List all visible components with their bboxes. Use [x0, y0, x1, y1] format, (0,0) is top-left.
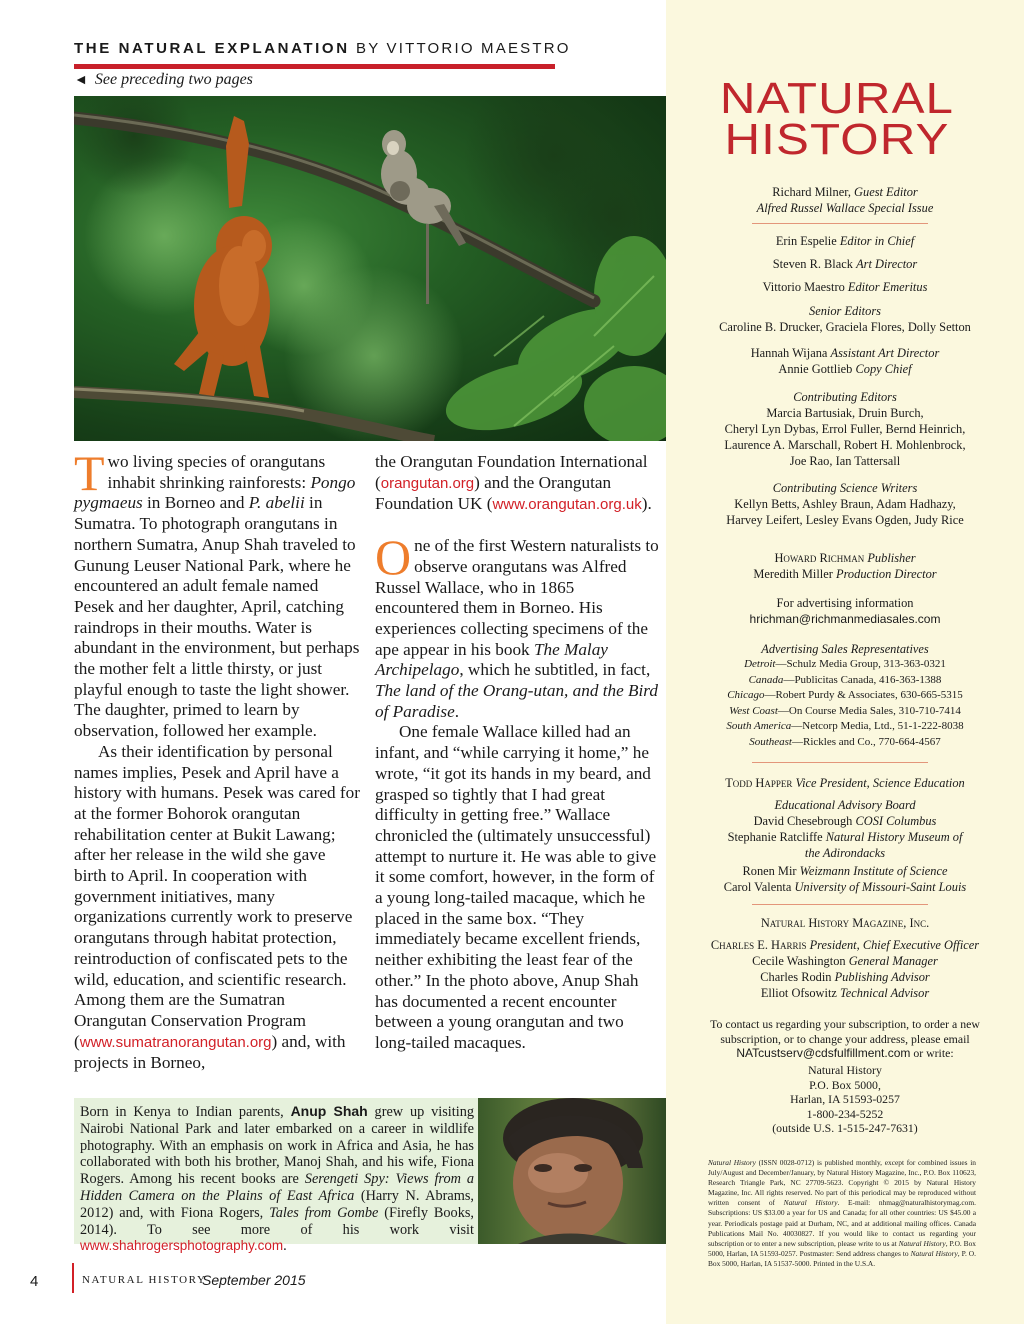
- ad-sales-reps: [680, 641, 1010, 750]
- name: Howard Richman: [774, 551, 865, 565]
- org: Weizmann Institute of Science: [799, 864, 948, 878]
- region: Chicago: [727, 689, 765, 701]
- dropcap: T: [74, 445, 105, 501]
- text: grew up visiting Nairobi National Park and later embarked on a career in wildlife photography. With an emphasis on work in Africa and Asia, he has collaborated with both his brother, Manoj Shah, and his wife, Fiona Rogers. Among his recent books are: [80, 1104, 475, 1188]
- subscription-contact: [680, 1017, 1010, 1061]
- masthead-rule: [752, 223, 928, 224]
- contact: —Rickles and Co., 770-664-4567: [791, 735, 941, 748]
- contact: —Netcorp Media, Ltd., 51-1-222-8038: [791, 720, 964, 732]
- title: President, Chief Executive Officer: [809, 938, 980, 952]
- text: ne of the first Western naturalists to observe orangutans was Alfred Russel Wallace, who in 1865 encountered them in Borneo. His experiences collecting specimens of the ape appear in his book: [375, 536, 659, 659]
- advertising-info: [680, 595, 1010, 627]
- title: Guest Editor: [854, 185, 918, 199]
- ad-rep: [680, 719, 1010, 735]
- see-preceding-text: See preceding two pages: [94, 71, 253, 88]
- text: in Sumatra. To photograph orangutans in northern Sumatra, Anup Shah traveled to Gunung Leuser National Park, where he encountered an adult female named Pesek and her daughter, April, catching raindrops in their mouths. Water is abundant in the environment, but perhaps the mother felt a little thirsty, or just playful enough to taste the light shower. The daughter, primed to learn by observation, followed her example.: [74, 493, 360, 741]
- article-column-2: [375, 452, 661, 1054]
- label: Senior Editors: [809, 304, 881, 318]
- title: Technical Advisor: [840, 986, 930, 1000]
- orangutan-macaque-photo: [74, 96, 666, 441]
- photographer-portrait: [478, 1098, 666, 1244]
- book-title: The Malay Archipelago: [375, 639, 608, 680]
- label: Contributing Editors: [793, 390, 897, 404]
- photo-illustration: [74, 96, 666, 441]
- book-title: Serengeti Spy: Views from a Hidden Camera on the Plains of East Africa: [80, 1171, 474, 1204]
- article-paragraph: [375, 452, 661, 516]
- contributing-science-writers: [680, 480, 1010, 528]
- title: Publisher: [867, 551, 916, 565]
- folio-issue-date: September 2015: [202, 1272, 306, 1288]
- name: Cecile Washington: [752, 954, 846, 968]
- title: General Manager: [848, 954, 938, 968]
- title: Editor in Chief: [839, 234, 915, 248]
- article-paragraph: One female Wallace killed had an infant, and “while carrying it home,” he wrote, “it got its hands in my beard, and grasped so tightly that I had great difficulty in getting free.” Wallace chronicled the (ultimately unsuccessful) attempt to nurture it. He was able to give it some comfort, however, in the form of a young long-tailed macaque, which he placed in the same box. “They immediately became excellent friends, neither exhibiting the least fear of the other.” In the photo above, Anup Shah has documented a recent encounter between a young orangutan and two long-tailed macaques.: [375, 722, 657, 1052]
- text: .: [454, 701, 460, 721]
- names: Laurence A. Marschall, Robert H. Mohlenbrock,: [724, 438, 966, 452]
- masthead-rule: [752, 904, 928, 905]
- names: Kellyn Betts, Ashley Braun, Adam Hadhazy,: [734, 497, 956, 511]
- name: Charles E. Harris: [710, 938, 807, 952]
- natural-history-logo: [712, 74, 962, 164]
- org: COSI Columbus: [855, 814, 937, 828]
- text: ).: [641, 494, 652, 514]
- link-sumatranorangutan[interactable]: www.sumatranorangutan.org: [79, 1033, 272, 1051]
- contact: —On Course Media Sales, 310-710-7414: [777, 704, 961, 717]
- text: the Orangutan Foundation International (: [375, 452, 648, 492]
- text: or write:: [910, 1046, 954, 1060]
- name: Vittorio Maestro: [762, 280, 845, 294]
- text: , P.O. Box 5000, Harlan, IA 51593-0257. Postmaster: Send address changes to: [708, 1238, 976, 1258]
- staff-entry: [680, 233, 1010, 249]
- portrait-illustration: [478, 1098, 666, 1244]
- text: ) and, with projects in Borneo,: [74, 1031, 346, 1073]
- book-title: Tales from Gombe: [269, 1204, 379, 1221]
- text: (ISSN 0028-0712) is published monthly, except for combined issues in July/August and December/January, by Natural History Magazine, Inc., P.O. Box 110623, Research Triangle Park, NC 27709-5623. Copyright © 2015 by Natural History Magazine, Inc. All rights reserved. No part of this periodical may be reproduced without written consent of: [708, 1158, 976, 1208]
- region: South America: [726, 720, 792, 732]
- region: Canada: [748, 673, 784, 686]
- staff-group: [680, 345, 1010, 377]
- name: Charles Rodin: [760, 970, 832, 984]
- publisher-group: [680, 550, 1010, 582]
- section-kicker: [74, 40, 571, 57]
- left-arrow-icon: ◄: [74, 73, 88, 88]
- name: Richard Milner,: [772, 185, 851, 199]
- ad-rep: [680, 657, 1010, 673]
- label: Advertising Sales Representatives: [761, 642, 929, 656]
- title: Production Director: [836, 567, 937, 581]
- text: ) and the Orangutan Foundation UK (: [375, 472, 612, 514]
- ad-rep: [680, 673, 1010, 689]
- special-issue-label: Alfred Russel Wallace Special Issue: [756, 201, 934, 215]
- text: (Harry N. Abrams, 2012) and, with Fiona Rogers,: [80, 1187, 474, 1221]
- name: Annie Gottlieb: [778, 362, 853, 376]
- text: .: [283, 1238, 287, 1255]
- region: Southeast: [749, 735, 792, 748]
- link-orangutan-org[interactable]: orangutan.org: [380, 474, 475, 492]
- contact: —Schulz Media Group, 313-363-0321: [775, 658, 946, 670]
- title: Vice President, Science Education: [795, 776, 965, 790]
- species-name: P. abelii: [248, 493, 305, 513]
- contributing-editors: [680, 389, 1010, 469]
- title: Publishing Advisor: [834, 970, 930, 984]
- guest-editor: [680, 184, 1010, 216]
- names: Joe Rao, Ian Tattersall: [789, 454, 901, 468]
- text: (Firefly Books, 2014). To see more of his work visit: [80, 1204, 474, 1238]
- title: Assistant Art Director: [830, 346, 940, 360]
- names: Marcia Bartusiak, Druin Burch,: [766, 406, 924, 420]
- text: To contact us regarding your subscription, to order a new subscription, or to change your address, please email: [710, 1017, 980, 1046]
- text: in Borneo and: [142, 493, 249, 513]
- name: Hannah Wijana: [750, 346, 828, 360]
- page-number: 4: [30, 1273, 39, 1290]
- staff-entry: [680, 279, 1010, 295]
- byline: BY VITTORIO MAESTRO: [356, 40, 571, 57]
- region: West Coast: [729, 704, 778, 717]
- dropcap: O: [375, 529, 412, 586]
- magazine-title: Natural History: [783, 1198, 838, 1208]
- text: . E-mail: nhmag@naturalhistorymag.com. Subscriptions: US $33.00 a year for US and Canada; for all other countries: US $45.00 a year. Periodicals postage paid at Durham, NC, and at additional mailing offices. Canada Publications Mail No. 40030827. If you would like to contact us regarding your subscription or to enter a new subscription, please write to us at: [708, 1198, 976, 1248]
- paragraph-gap: [375, 516, 661, 536]
- link-orangutan-org-uk[interactable]: www.orangutan.org.uk: [492, 496, 642, 514]
- officers: [680, 937, 1010, 1001]
- logo-line-2: HISTORY: [724, 115, 950, 164]
- text: wo living species of orangutans inhabit shrinking rainforests:: [107, 452, 326, 492]
- label: For advertising information: [776, 596, 914, 610]
- magazine-title: Natural History: [910, 1248, 958, 1258]
- section-title: THE NATURAL EXPLANATION: [74, 40, 350, 57]
- see-preceding-link[interactable]: [74, 71, 253, 89]
- names: Caroline B. Drucker, Graciela Flores, Dolly Setton: [719, 320, 971, 334]
- ad-rep: [680, 688, 1010, 704]
- text: , P. O. Box 5000, Harlan, IA 51537-5000. Printed in the U.S.A.: [708, 1248, 976, 1268]
- folio-magazine-name: NATURAL HISTORY: [82, 1274, 207, 1286]
- educational-advisory-board: [680, 797, 1010, 895]
- org: Natural History Museum of the Adirondacks: [804, 830, 963, 860]
- address-line: Harlan, IA 51593-0257: [790, 1092, 900, 1106]
- subscription-email-link[interactable]: NATcustserv@cdsfulfillment.com: [736, 1046, 911, 1060]
- text: , which he subtitled, in fact,: [459, 660, 651, 680]
- article-column-1: [74, 445, 360, 1074]
- phone-international: (outside U.S. 1-515-247-7631): [772, 1121, 918, 1135]
- name: Todd Happer: [725, 776, 793, 790]
- region: Detroit: [744, 658, 776, 670]
- names: Harvey Leifert, Lesley Evans Ogden, Judy Rice: [726, 513, 964, 527]
- address-line: P.O. Box 5000,: [809, 1077, 881, 1092]
- article-paragraph: [74, 445, 360, 742]
- name: Meredith Miller: [753, 567, 833, 581]
- publication-fine-print: [708, 1158, 976, 1269]
- article-paragraph: [74, 742, 360, 1074]
- article-paragraph: [375, 529, 661, 722]
- name: Elliot Ofsowitz: [760, 986, 837, 1000]
- phone: 1-800-234-5252: [806, 1106, 884, 1121]
- name: Stephanie Ratcliffe: [727, 830, 823, 844]
- book-subtitle: The land of the Orang-utan, and the Bird of Paradise: [375, 681, 658, 721]
- name: Erin Espelie: [775, 234, 837, 248]
- contact: —Robert Purdy & Associates, 630-665-5315: [764, 689, 963, 701]
- masthead-rule: [752, 762, 928, 763]
- name: Steven R. Black: [772, 257, 853, 271]
- magazine-title: Natural History: [708, 1158, 756, 1167]
- photographer-name: Anup Shah: [290, 1103, 368, 1119]
- title: Art Director: [856, 257, 918, 271]
- names: Cheryl Lyn Dybas, Errol Fuller, Bernd Heinrich,: [724, 422, 966, 436]
- text: Born in Kenya to Indian parents,: [80, 1104, 291, 1120]
- text: As their identification by personal names implies, Pesek and April have a history with humans. Pesek was cared for at the former Bohorok orangutan rehabilitation center at Bukit Lawang; after her release in the wild she gave birth to April. In cooperation with government initiatives, many organizations currently work to preserve orangutans through habitat protection, reintroduction of confiscated pets to the wild, education, and scientific research. Among them are the Sumatran Orangutan Conservation Program (: [74, 741, 360, 1051]
- header-rule: [74, 64, 555, 69]
- mailing-address: [680, 1063, 1010, 1136]
- logo-line-1: NATURAL: [719, 74, 955, 123]
- title: Copy Chief: [855, 362, 912, 376]
- title: Editor Emeritus: [847, 280, 928, 294]
- photographer-bio: [74, 1098, 478, 1255]
- org: University of Missouri-Saint Louis: [794, 880, 967, 894]
- senior-editors: [680, 303, 1010, 335]
- folio-divider: [72, 1263, 74, 1293]
- advertising-email-link[interactable]: hrichman@richmanmediasales.com: [749, 612, 941, 626]
- name: David Chesebrough: [753, 814, 853, 828]
- address-line: Natural History: [808, 1063, 882, 1077]
- label: Contributing Science Writers: [772, 481, 918, 495]
- label: Educational Advisory Board: [774, 798, 916, 812]
- staff-entry: [680, 256, 1010, 272]
- link-shahrogersphotography[interactable]: www.shahrogersphotography.com: [80, 1238, 284, 1254]
- contact: —Publicitas Canada, 416-363-1388: [783, 673, 942, 686]
- species-name: Pongo pygmaeus: [74, 472, 356, 513]
- ad-rep: [680, 704, 1010, 720]
- name: Ronen Mir: [742, 864, 797, 878]
- company: Natural History Magazine, Inc.: [760, 916, 930, 930]
- ad-rep: [680, 735, 1010, 751]
- magazine-title: Natural History: [898, 1238, 946, 1248]
- name: Carol Valenta: [723, 880, 792, 894]
- company-name: [680, 915, 1010, 931]
- vp-entry: [680, 775, 1010, 791]
